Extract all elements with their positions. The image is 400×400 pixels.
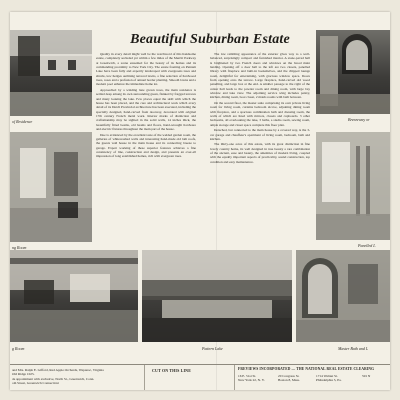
footer-rule (10, 364, 390, 365)
caption-mid-left: ng Room (12, 245, 27, 250)
caption-top-right: Breezeway or (348, 117, 370, 122)
photo-panelled-library (316, 132, 390, 240)
col2-paragraph-3: Detached, but connected to the main house by a covered way, is the 3-car garage and chauffeur's apartment of living room, bedroom, bath and kitchen. (210, 128, 310, 141)
footer-divider-left (144, 365, 145, 390)
footer-contact-line-4: oth Street, Greenwich Connecticut (12, 381, 59, 386)
footer-contact-block (12, 368, 140, 386)
col1-paragraph-2: Approached by a winding lane grown trees, the main residence is settled deep among its own surrounding green, flanked by fragged terraces and many looking the lake. Few places equal the skill with which the house has been placed, and the care and architectural work which every detail of its Dutch Provincial architecture has been executed, including the specially designed, hand-carved front doorway, decorated with original 17th century French metal work. Interior marks of distinction and craftsmanship may be sighted in the solid walls, 14 inches thick, the beautifully fitted beams, old beams and floors, hand-wrought hardware and electric fixtures throughout the main part of the house. (96, 87, 196, 132)
caption-top-left: of Residence (12, 119, 33, 124)
body-column-1 (96, 52, 196, 244)
photo-residence-exterior (10, 30, 92, 116)
col1-paragraph-1: Quality in every detail might well be the watchword of this handsome estate, completely secluded yet within a few miles of the Merritt Parkway at Greenwich, a scene esteemed for the beauty of its homes and its commanding proximity to New York City. The estate fronting on Putnam Lake have been fully and expertly landscaped with evergreens trees and shrubs, low hedges outlining terraced lawns, a fine selection of hardwood trees, roses and a profusion of annual border planting. Smooth lawns and a modern pool enhance the immediate home lot. (96, 52, 196, 87)
office-2 (278, 374, 312, 383)
office-2-street: 20 Congress St. (278, 374, 300, 378)
office-3-city: Philadelphia 3, Pa. (316, 378, 342, 383)
office-3 (316, 374, 356, 383)
body-column-2 (210, 52, 310, 244)
photo-dining-room (10, 250, 138, 342)
cut-line-label: CUT ON THIS LINE (152, 368, 192, 373)
office-4 (362, 374, 388, 378)
office-1 (238, 374, 274, 383)
office-1-city: New York 22, N. Y. (238, 378, 265, 383)
col1-paragraph-3: Due is evidenced by the excellent taste of the welded garden room, the galleries of whitewashed walls and interesting hand-made old lath roofs, the guests wall house in the main house and its connecting breeze to garage. Expert working of these superior features achieves a fine consistency of line, construction and design, and presents an over-all impression of long established homes, rich with evergreen trees. (96, 132, 196, 159)
photo-master-bath (296, 250, 390, 342)
photo-breezeway (316, 30, 390, 114)
footer-contact-line-3: de appointment with exclusive, North St., Greenwich, Conn. (12, 376, 95, 381)
agency-name: FREVIEWS INCORPORATED — THE NATIONAL REAL ESTATE CLEARING (238, 367, 375, 371)
col2-paragraph-1: The low rambling appearance of the exterior gives way to a well-balanced, surprisingly compact and furnished interior. A stone-paved hall is brightened by two French doors and windows on the broad main landing. Opening off a door hall to the left are two closets, panelled library with fireplace and built-in bookshelves, and the chipped lounge room, delightful for entertaining, with gracious window space. Doors from opening onto the terrace. Large fireplace, hand-carved old wood panelling, and large box at the end. A smaller passage to the right of the center hall leads to the powder room and dining room, with large bay window and lake view. The adjoining service wing includes pantry, kitchen, dining room, boot closet, 2 maids rooms with bath between. (210, 52, 310, 100)
caption-bottom-center: Pattern Lake (202, 346, 223, 351)
col2-paragraph-4: The thirty-one acres of this estate, with its great distinction in fine lovely country home, its well designed in true beauty a rare combination of the ancient, ease and beauty, the amenities of modern living, coupled with the equally important aspects of practicality, sound construction, top condition and easy maintenance. (210, 142, 310, 164)
photo-living-room (10, 132, 92, 242)
office-2-city: Boston 8, Mass. (278, 378, 300, 383)
office-4-street: 591 N (362, 374, 371, 378)
caption-bottom-right: Master Bath and L (338, 346, 369, 351)
footer-contact-line-1: and Mrs. Ralph E. Gifford, Red Apple Orchards, Wapanac, Virginia (12, 368, 104, 372)
photo-putnam-lake (142, 250, 292, 342)
office-3-street: 1714 Walnut St. (316, 374, 338, 378)
caption-bottom-left: g Room (12, 346, 25, 351)
page-title: Beautiful Suburban Estate (130, 32, 290, 47)
caption-mid-right: Panelled L (358, 243, 376, 248)
brochure-sheet (10, 12, 390, 390)
footer-divider-right (234, 365, 235, 390)
office-1-street: 16 E. 51st St. (238, 374, 257, 378)
footer-contact-line-2: Old Ridge 1025. (12, 372, 35, 377)
col2-paragraph-2: On the second floor, the master suite comprising its own private living room for living room, curtains bedroom alcove, adjoining dining room with fireplace, and a spacious combination bath and dressing room, the walls of which are lined with mirrors, closets and cupboards. 3 other bedrooms, all overlooking the lake, 3 baths, a studio room, sewing room, ample storage and closet space complete this floor plan. (210, 100, 310, 127)
